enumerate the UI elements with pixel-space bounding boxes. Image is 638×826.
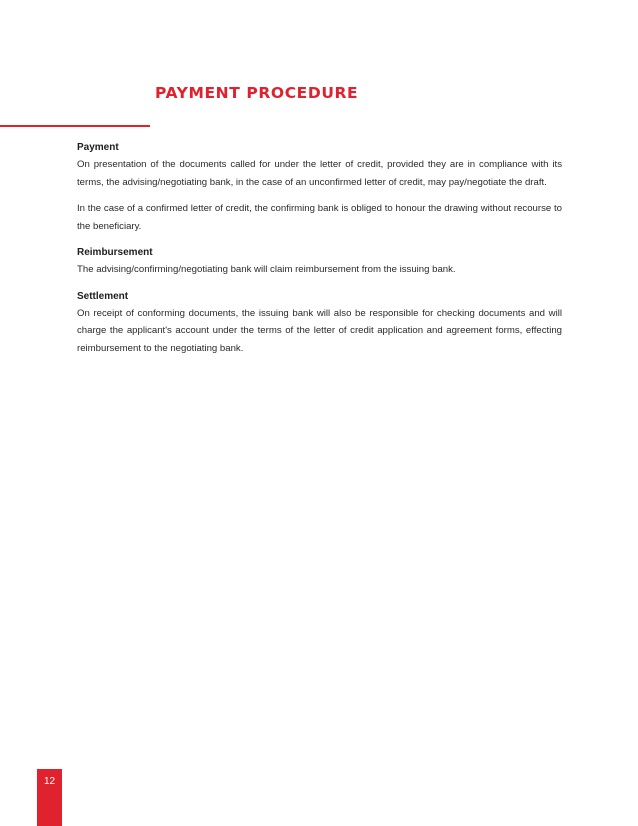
page-number-tab <box>37 769 62 826</box>
paragraph: In the case of a confirmed letter of credit, the confirming bank is obliged to honour the drawing without recourse to the beneficiary. <box>77 203 562 232</box>
page-title: PAYMENT PROCEDURE <box>155 84 359 102</box>
document-body <box>77 139 562 366</box>
section-heading: Settlement <box>77 290 129 302</box>
paragraph: On presentation of the documents called for under the letter of credit, provided they are in compliance with its terms, the advising/negotiating bank, in the case of an unconfirmed letter of credit, may pay/negotiate the draft. <box>77 159 562 188</box>
section-payment <box>77 139 562 235</box>
title-divider <box>0 125 150 127</box>
page-number: 12 <box>43 776 56 787</box>
paragraph: The advising/confirming/negotiating bank will claim reimbursement from the issuing bank. <box>77 264 456 275</box>
section-reimbursement <box>77 244 562 279</box>
section-heading: Payment <box>77 142 119 153</box>
section-settlement <box>77 288 562 358</box>
section-heading: Reimbursement <box>77 247 153 258</box>
paragraph: On receipt of conforming documents, the issuing bank will also be responsible for checking documents and will charge the applicant's account under the terms of the letter of credit application and agreement forms, effecting reimbursement to the negotiating bank. <box>77 307 562 354</box>
